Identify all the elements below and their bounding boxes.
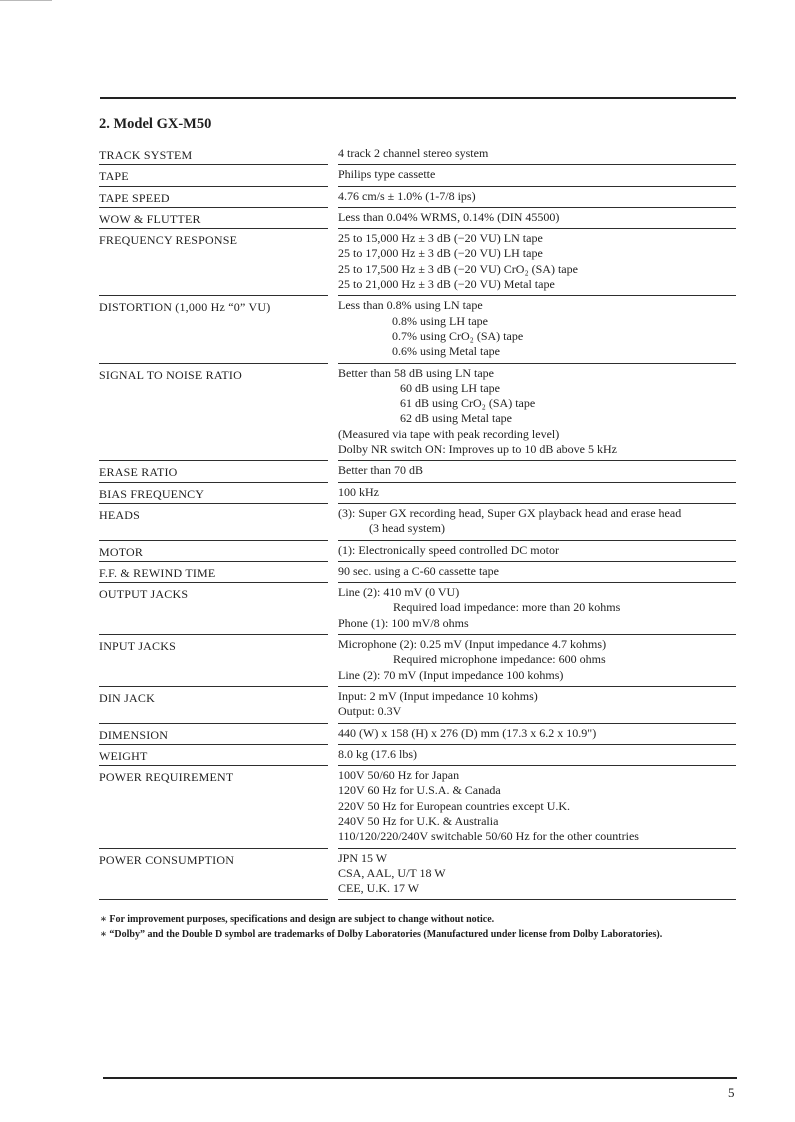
spec-value-line: 220V 50 Hz for European countries except U.K. bbox=[338, 798, 571, 813]
spec-value bbox=[338, 745, 736, 766]
spec-value-line: Input: 2 mV (Input impedance 10 kohms) bbox=[338, 688, 538, 703]
spec-value bbox=[338, 144, 736, 165]
spec-value bbox=[338, 461, 736, 482]
spec-value-line: (3 head system) bbox=[369, 521, 445, 536]
spec-label: WOW & FLUTTER bbox=[99, 208, 328, 229]
spec-value-line: 8.0 kg (17.6 lbs) bbox=[338, 746, 417, 761]
spec-row-wow-flutter bbox=[99, 208, 736, 229]
spec-value-line: Philips type cassette bbox=[338, 167, 436, 182]
spec-label: FREQUENCY RESPONSE bbox=[99, 229, 328, 296]
top-rule bbox=[100, 97, 736, 99]
spec-value-line: 0.8% using LH tape bbox=[392, 313, 488, 328]
spec-value-line: Better than 70 dB bbox=[338, 463, 423, 478]
spec-label: DIMENSION bbox=[99, 724, 328, 745]
spec-label: DISTORTION (1,000 Hz “0” VU) bbox=[99, 296, 328, 363]
spec-value-line: 60 dB using LH tape bbox=[400, 380, 500, 395]
spec-value-line: (Measured via tape with peak recording level) bbox=[338, 426, 560, 441]
spec-label: TAPE SPEED bbox=[99, 187, 328, 208]
spec-value-line: 100V 50/60 Hz for Japan bbox=[338, 768, 460, 783]
spec-label: TAPE bbox=[99, 165, 328, 186]
spec-value bbox=[338, 483, 736, 504]
spec-row-distortion-1-000-hz-0-vu bbox=[99, 296, 736, 363]
spec-value-line: Phone (1): 100 mV/8 ohms bbox=[338, 615, 469, 630]
spec-label: SIGNAL TO NOISE RATIO bbox=[99, 364, 328, 462]
spec-value bbox=[338, 849, 736, 901]
spec-value bbox=[338, 165, 736, 186]
spec-label: HEADS bbox=[99, 504, 328, 541]
spec-row-din-jack bbox=[99, 687, 736, 724]
spec-row-bias-frequency bbox=[99, 483, 736, 504]
spec-label: POWER REQUIREMENT bbox=[99, 766, 328, 848]
spec-value-line: Line (2): 70 mV (Input impedance 100 kohms) bbox=[338, 667, 564, 682]
spec-label: INPUT JACKS bbox=[99, 635, 328, 687]
spec-value-line: 25 to 15,000 Hz ± 3 dB (−20 VU) LN tape bbox=[338, 231, 543, 246]
spec-value bbox=[338, 208, 736, 229]
footnotes bbox=[100, 912, 740, 942]
spec-row-input-jacks bbox=[99, 635, 736, 687]
spec-label: TRACK SYSTEM bbox=[99, 144, 328, 165]
spec-value-line: 120V 60 Hz for U.S.A. & Canada bbox=[338, 783, 501, 798]
spec-label: POWER CONSUMPTION bbox=[99, 849, 328, 901]
spec-row-dimension bbox=[99, 724, 736, 745]
spec-row-signal-to-noise-ratio bbox=[99, 364, 736, 462]
spec-value-line: Line (2): 410 mV (0 VU) bbox=[338, 585, 460, 600]
spec-value-line: Microphone (2): 0.25 mV (Input impedance 4.7 kohms) bbox=[338, 637, 607, 652]
spec-value bbox=[338, 187, 736, 208]
spec-value-line: CEE, U.K. 17 W bbox=[338, 881, 420, 896]
spec-value-line: 62 dB using Metal tape bbox=[400, 411, 512, 426]
spec-label: DIN JACK bbox=[99, 687, 328, 724]
spec-value-line: Less than 0.8% using LN tape bbox=[338, 298, 483, 313]
spec-value-line: JPN 15 W bbox=[338, 850, 388, 865]
spec-value-line: 110/120/220/240V switchable 50/60 Hz for the other countries bbox=[338, 829, 639, 844]
spec-row-track-system bbox=[99, 144, 736, 165]
spec-row-frequency-response bbox=[99, 229, 736, 296]
spec-label: OUTPUT JACKS bbox=[99, 583, 328, 635]
spec-value bbox=[338, 583, 736, 635]
spec-value-line: Required load impedance: more than 20 kohms bbox=[393, 600, 621, 615]
spec-value bbox=[338, 687, 736, 724]
spec-value-line: Required microphone impedance: 600 ohms bbox=[393, 652, 606, 667]
spec-label: ERASE RATIO bbox=[99, 461, 328, 482]
spec-value-line: Better than 58 dB using LN tape bbox=[338, 365, 494, 380]
bottom-rule bbox=[103, 1077, 737, 1079]
spec-value-line: Dolby NR switch ON: Improves up to 10 dB above 5 kHz bbox=[338, 442, 617, 457]
spec-value-line: 25 to 17,500 Hz ± 3 dB (−20 VU) CrO₂ (SA) tape bbox=[338, 261, 578, 276]
spec-value-line: Less than 0.04% WRMS, 0.14% (DIN 45500) bbox=[338, 209, 560, 224]
spec-row-erase-ratio bbox=[99, 461, 736, 482]
spec-value bbox=[338, 504, 736, 541]
spec-value-line: 100 kHz bbox=[338, 484, 379, 499]
page-number: 5 bbox=[728, 1085, 735, 1100]
spec-row-power-requirement bbox=[99, 766, 736, 848]
spec-row-motor bbox=[99, 541, 736, 562]
spec-value bbox=[338, 635, 736, 687]
spec-row-tape bbox=[99, 165, 736, 186]
spec-value-line: CSA, AAL, U/T 18 W bbox=[338, 865, 446, 880]
spec-value-line: 25 to 21,000 Hz ± 3 dB (−20 VU) Metal tape bbox=[338, 277, 555, 292]
spec-value-line: (3): Super GX recording head, Super GX playback head and erase head bbox=[338, 505, 682, 520]
spec-row-weight bbox=[99, 745, 736, 766]
spec-value bbox=[338, 562, 736, 583]
spec-label: F.F. & REWIND TIME bbox=[99, 562, 328, 583]
spec-label: BIAS FREQUENCY bbox=[99, 483, 328, 504]
footnote-dolby: ∗ “Dolby” and the Double D symbol are trademarks of Dolby Laboratories (Manufactured under license from Dolby Laboratories). bbox=[100, 929, 663, 940]
spec-row-power-consumption bbox=[99, 849, 736, 901]
spec-value-line: 440 (W) x 158 (H) x 276 (D) mm (17.3 x 6.2 x 10.9") bbox=[338, 725, 597, 740]
spec-value bbox=[338, 541, 736, 562]
spec-value bbox=[338, 364, 736, 462]
spec-row-f-f-rewind-time bbox=[99, 562, 736, 583]
spec-value-line: Output: 0.3V bbox=[338, 704, 402, 719]
spec-value-line: 25 to 17,000 Hz ± 3 dB (−20 VU) LH tape bbox=[338, 246, 543, 261]
spec-value bbox=[338, 296, 736, 363]
spec-value-line: 0.6% using Metal tape bbox=[392, 344, 500, 359]
spec-value-line: 4 track 2 channel stereo system bbox=[338, 146, 489, 160]
spec-row-output-jacks bbox=[99, 583, 736, 635]
spec-value bbox=[338, 724, 736, 745]
spec-label: MOTOR bbox=[99, 541, 328, 562]
spec-value bbox=[338, 229, 736, 296]
spec-value-line: 240V 50 Hz for U.K. & Australia bbox=[338, 813, 499, 828]
spec-value-line: 90 sec. using a C-60 cassette tape bbox=[338, 563, 499, 578]
spec-value bbox=[338, 766, 736, 848]
spec-table bbox=[99, 144, 736, 900]
spec-value-line: 4.76 cm/s ± 1.0% (1-7/8 ips) bbox=[338, 188, 476, 203]
section-heading: 2. Model GX-M50 bbox=[99, 116, 212, 132]
spec-row-heads bbox=[99, 504, 736, 541]
spec-row-tape-speed bbox=[99, 187, 736, 208]
spec-value-line: 0.7% using CrO₂ (SA) tape bbox=[392, 328, 524, 343]
spec-value-line: 61 dB using CrO₂ (SA) tape bbox=[400, 396, 536, 411]
spec-label: WEIGHT bbox=[99, 745, 328, 766]
scan-edge-mark bbox=[0, 0, 52, 1]
footnote-improvement: ∗ For improvement purposes, specifications and design are subject to change without notice. bbox=[100, 914, 495, 925]
spec-value-line: (1): Electronically speed controlled DC motor bbox=[338, 542, 559, 557]
